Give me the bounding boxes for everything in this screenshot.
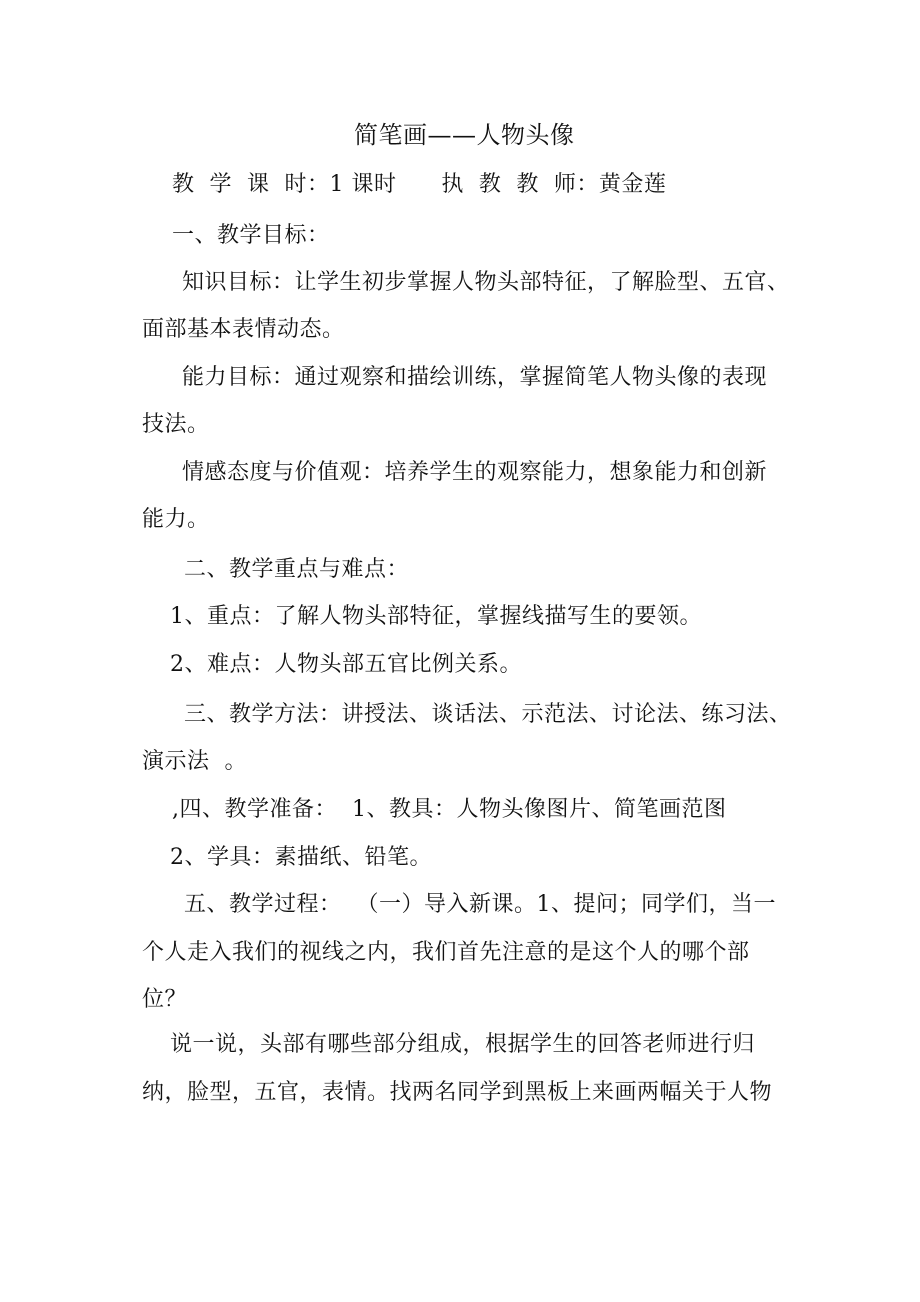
paragraph-line: 演示法 。 (142, 749, 247, 774)
section-heading: 一、教学目标： (172, 223, 330, 248)
section-heading: 二、教学重点与难点： (184, 557, 410, 582)
paragraph-line: 说一说，头部有哪些部分组成，根据学生的回答老师进行归 (170, 1032, 756, 1057)
paragraph-line: 知识目标：让学生初步掌握人物头部特征，了解脸型、五官、 (182, 270, 790, 295)
paragraph-line: 2、难点：人物头部五官比例关系。 (170, 652, 522, 677)
paragraph-line: 技法。 (142, 412, 210, 437)
paragraph-line: 三、教学方法：讲授法、谈话法、示范法、讨论法、练习法、 (184, 702, 792, 727)
paragraph-line: 情感态度与价值观：培养学生的观察能力，想象能力和创新 (182, 460, 768, 485)
paragraph-line: 1、重点：了解人物头部特征，掌握线描写生的要领。 (170, 604, 702, 629)
paragraph-line: 纳，脸型，五官，表情。找两名同学到黑板上来画两幅关于人物 (142, 1080, 773, 1105)
paragraph-line: 位？ (142, 987, 188, 1012)
paragraph-line: ,四、教学准备： 1、教具：人物头像图片、简笔画范图 (172, 797, 727, 822)
paragraph-line: 个人走入我们的视线之内，我们首先注意的是这个人的哪个部 (142, 940, 750, 965)
lesson-info-line: 教 学 课 时：1 课时 执 教 教 师：黄金莲 (172, 172, 667, 197)
paragraph-line: 五、教学过程： （一）导入新课。1、提问；同学们，当一 (184, 892, 776, 917)
paragraph-line: 面部基本表情动态。 (142, 317, 345, 342)
paragraph-line: 2、学具：素描纸、铅笔。 (170, 845, 432, 870)
paragraph-line: 能力。 (142, 507, 210, 532)
paragraph-line: 能力目标：通过观察和描绘训练，掌握简笔人物头像的表现 (182, 365, 768, 390)
document-title: 简笔画——人物头像 (354, 121, 575, 149)
